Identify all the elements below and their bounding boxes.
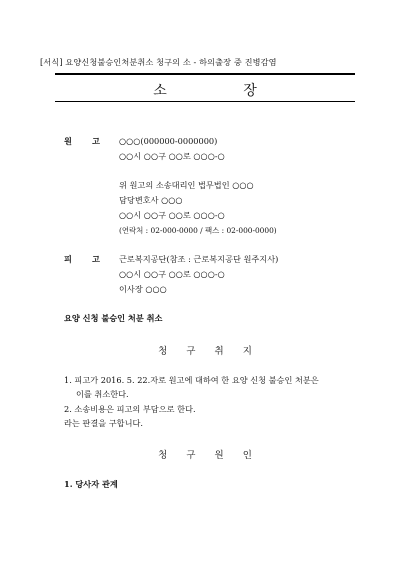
cause-item-1: 1. 당사자 관계 <box>64 479 118 489</box>
defendant-representative: 이사장 ○○○ <box>119 284 167 294</box>
plaintiff-label-2: 고 <box>92 136 100 146</box>
plaintiff-address: ○○시 ○○구 ○○로 ○○○-○ <box>119 151 225 161</box>
defendant-name: 근로복지공단(참조 : 근로복지공단 원주지사) <box>119 254 279 264</box>
title-rule <box>55 101 355 102</box>
defendant-label-2: 고 <box>92 254 100 264</box>
defendant-address: ○○시 ○○구 ○○로 ○○○-○ <box>119 269 225 279</box>
claim-cause-heading: 청 구 원 인 <box>158 450 260 461</box>
claim-purpose-heading: 청 구 취 지 <box>158 346 260 357</box>
attorney-line: 위 원고의 소송대리인 법무법인 ○○○ <box>119 180 254 190</box>
claim-item-1-line-1: 1. 피고가 2016. 5. 22.자로 원고에 대하여 한 요양 신청 불승인 처분은 <box>64 375 319 385</box>
form-heading: [서식] 요양신청불승인처분취소 청구의 소 - 하의출장 중 진병감염 <box>40 57 277 67</box>
lawyer-name: 담당변호사 ○○○ <box>119 195 183 205</box>
top-rule <box>55 73 355 75</box>
claim-closing: 라는 판결을 구합니다. <box>64 418 143 428</box>
case-name: 요양 신청 불승인 처분 취소 <box>64 313 163 323</box>
plaintiff-label-1: 원 <box>64 136 72 146</box>
complaint-title: 소 장 <box>153 83 293 99</box>
claim-item-1-line-2: 이를 취소한다. <box>76 389 129 399</box>
attorney-contact: (연락처 : 02-000-0000 / 팩스 : 02-000-0000) <box>119 226 277 235</box>
attorney-address: ○○시 ○○구 ○○로 ○○○-○ <box>119 210 225 220</box>
plaintiff-name-id: ○○○(000000-0000000) <box>119 136 218 146</box>
claim-item-2: 2. 소송비용은 피고의 부담으로 한다. <box>64 404 196 414</box>
defendant-label-1: 피 <box>64 254 72 264</box>
